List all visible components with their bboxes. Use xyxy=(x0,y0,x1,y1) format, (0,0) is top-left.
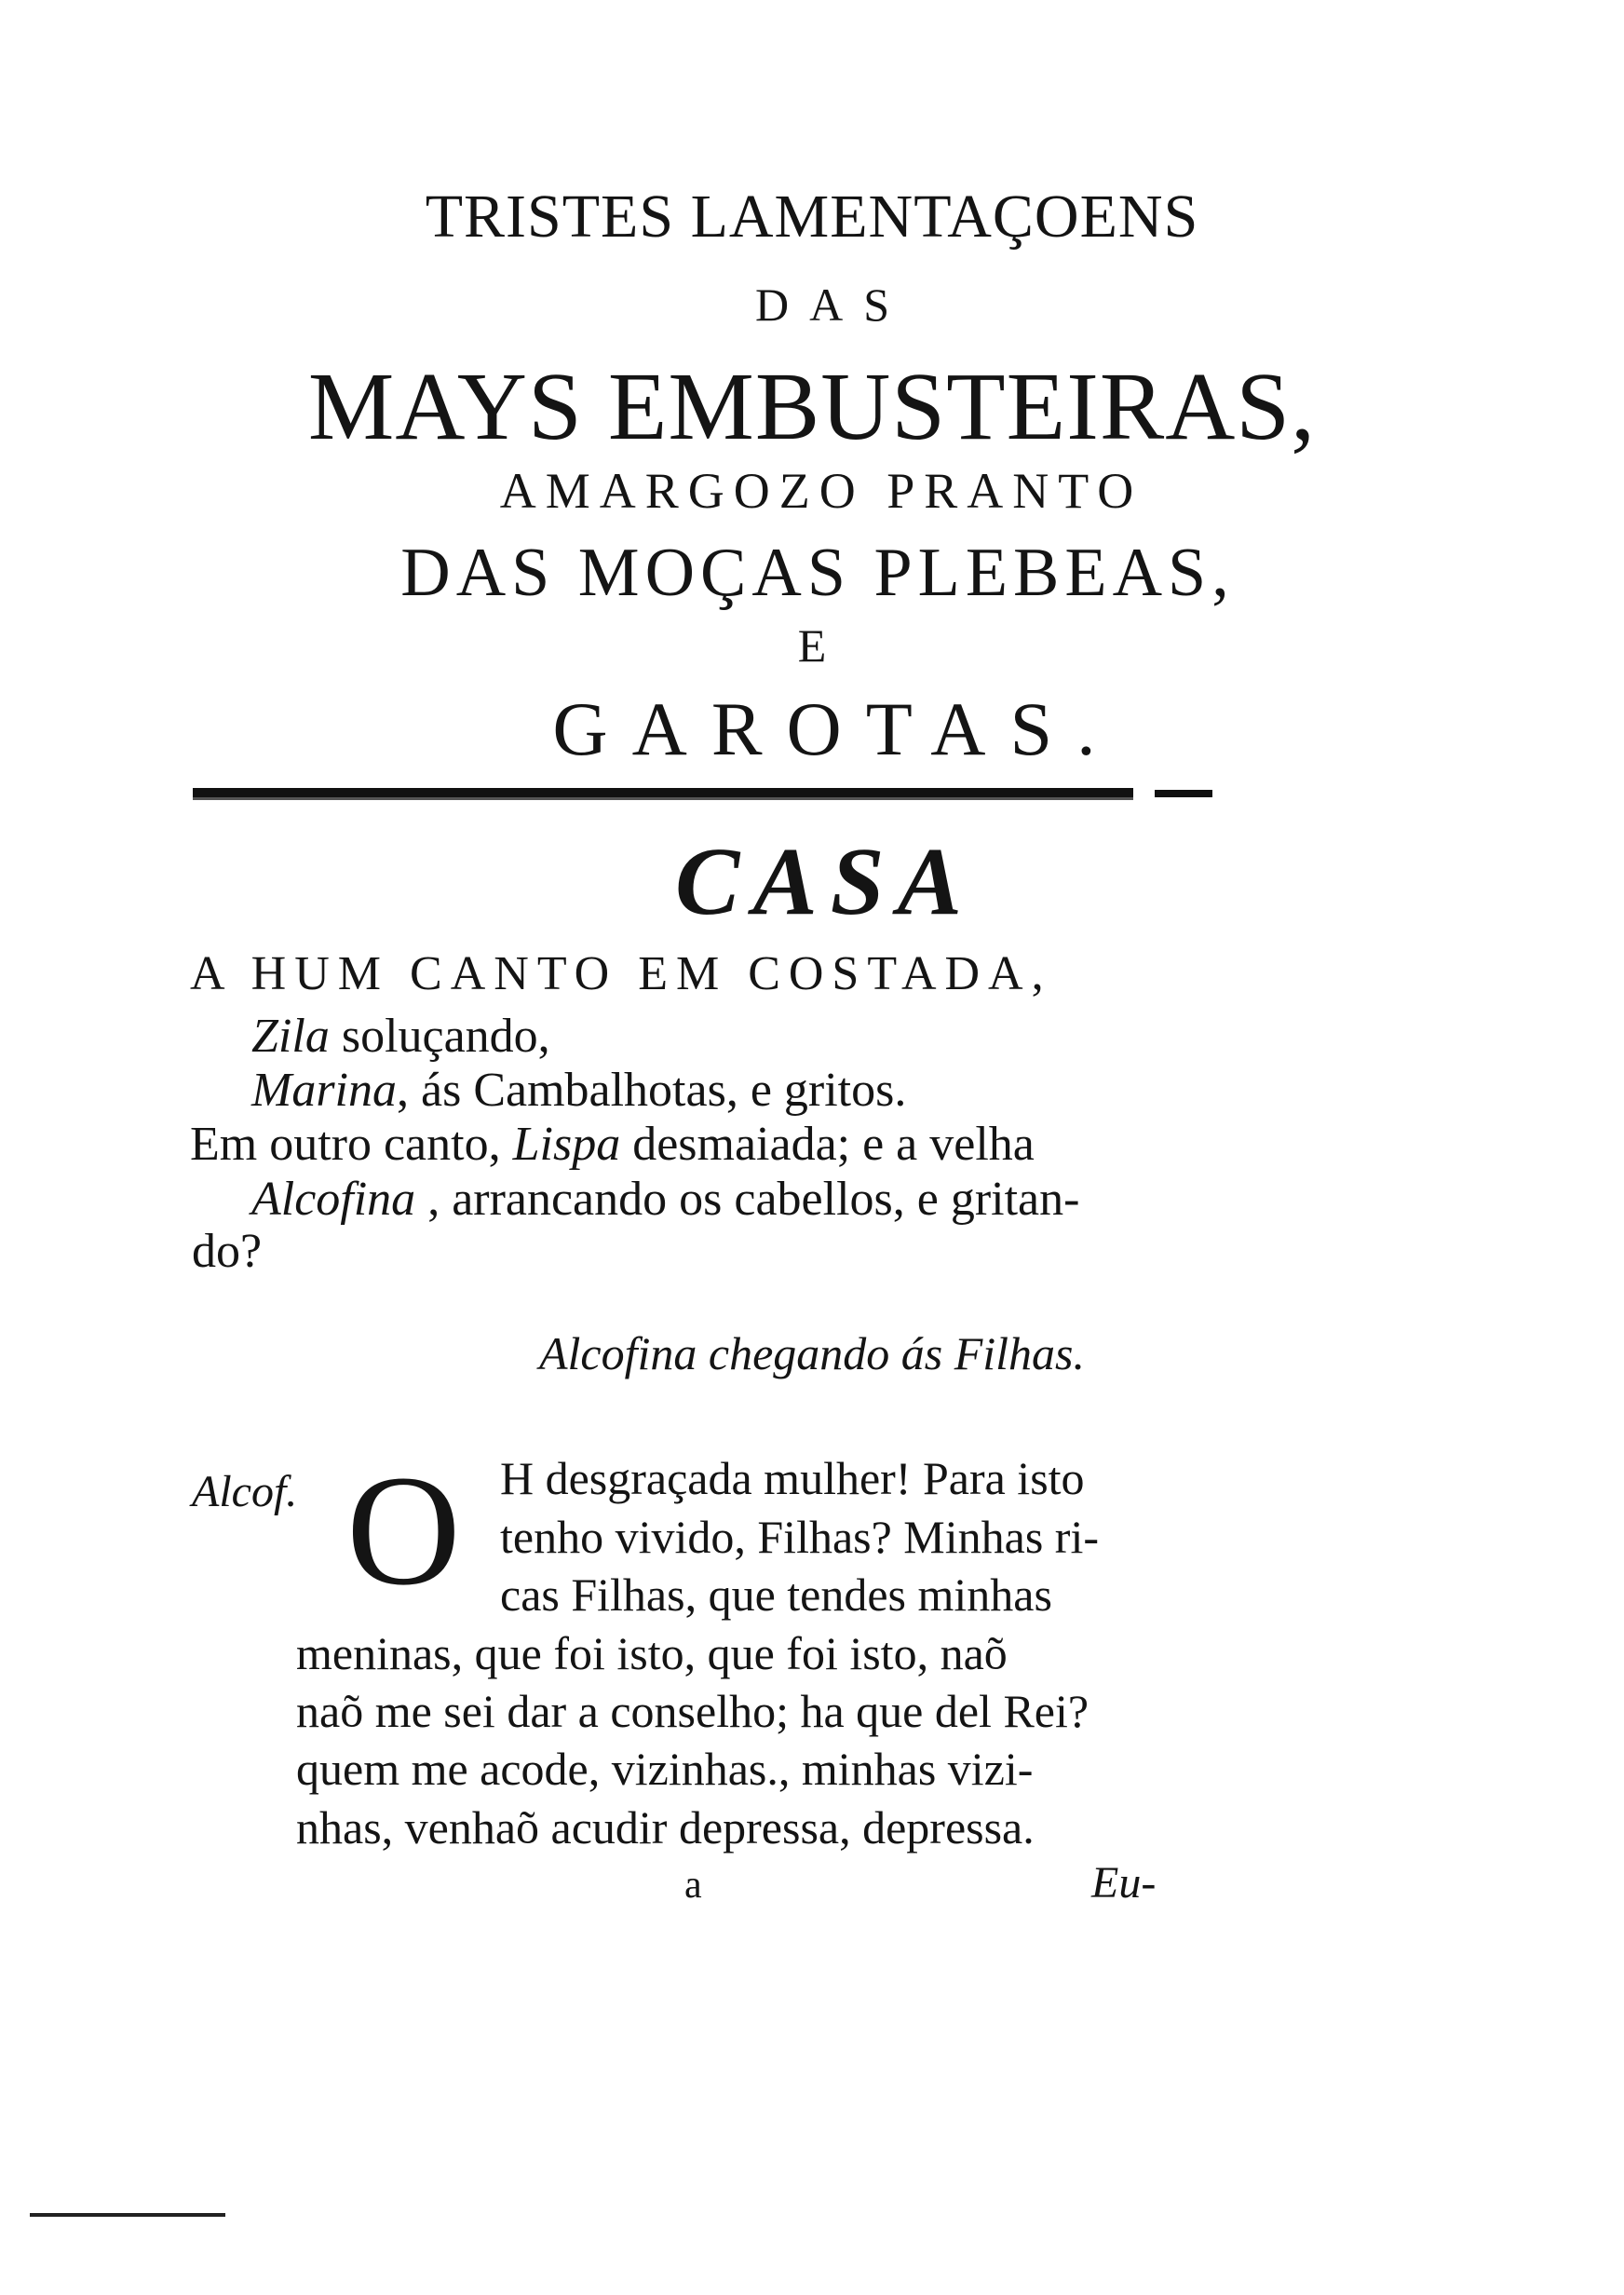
title-line-6: E xyxy=(797,619,827,672)
stage-direction-line-4 xyxy=(190,1120,1035,1169)
title-line-5: DAS MOÇAS PLEBEAS, xyxy=(400,535,1235,611)
title-line-2: DAS xyxy=(754,278,911,331)
margin-mark xyxy=(30,2213,225,2217)
character-name: Alcofina xyxy=(251,1173,416,1226)
dialogue-line-3: cas Filhas, que tendes minhas xyxy=(500,1568,1052,1621)
stage-text: , ás Cambalhotas, e gritos. xyxy=(397,1064,907,1117)
dialogue-line-4: meninas, que foi isto, que foi isto, naõ xyxy=(296,1627,1008,1679)
stage-direction-line-2 xyxy=(251,1012,550,1061)
character-name: Marina xyxy=(251,1064,397,1117)
horizontal-rule xyxy=(193,788,1133,800)
character-name: Zila xyxy=(251,1010,330,1063)
signature-mark: a xyxy=(684,1864,702,1907)
stage-direction-line-3 xyxy=(251,1066,906,1115)
dialogue-line-5: naõ me sei dar a conselho; ha que del Rei? xyxy=(296,1685,1089,1737)
scene-heading: CASA xyxy=(675,828,975,935)
stage-direction-line-6: do? xyxy=(192,1225,263,1278)
speech-heading: Alcofina chegando ás Filhas. xyxy=(538,1327,1086,1379)
stage-direction-line-1: A HUM CANTO EM COSTADA, xyxy=(190,947,1052,1000)
stage-text: desmaiada; e a velha xyxy=(620,1118,1035,1171)
dialogue-line-2: tenho vivido, Filhas? Minhas ri- xyxy=(500,1511,1099,1563)
catchword: Eu- xyxy=(1091,1858,1157,1908)
speaker-label: Alcof. xyxy=(192,1467,298,1516)
character-name: Lispa xyxy=(512,1118,621,1171)
title-line-3: MAYS EMBUSTEIRAS, xyxy=(307,353,1317,460)
stage-direction-line-5 xyxy=(251,1175,1079,1224)
dialogue-line-7: nhas, venhaõ acudir depressa, depressa. xyxy=(296,1801,1035,1854)
stage-text: Em outro canto, xyxy=(190,1118,513,1171)
drop-cap: O xyxy=(346,1443,461,1618)
title-line-7: GAROTAS. xyxy=(552,686,1120,771)
stage-text: soluçando, xyxy=(329,1010,550,1063)
horizontal-rule-short xyxy=(1155,790,1212,797)
dialogue-line-6: quem me acode, vizinhas., minhas vizi- xyxy=(296,1743,1034,1795)
dialogue-line-1: H desgraçada mulher! Para isto xyxy=(500,1452,1085,1504)
stage-text: , arrancando os cabellos, e gritan- xyxy=(415,1173,1080,1226)
title-line-4: AMARGOZO PRANTO xyxy=(499,463,1144,519)
title-line-1: TRISTES LAMENTAÇOENS xyxy=(425,183,1199,251)
